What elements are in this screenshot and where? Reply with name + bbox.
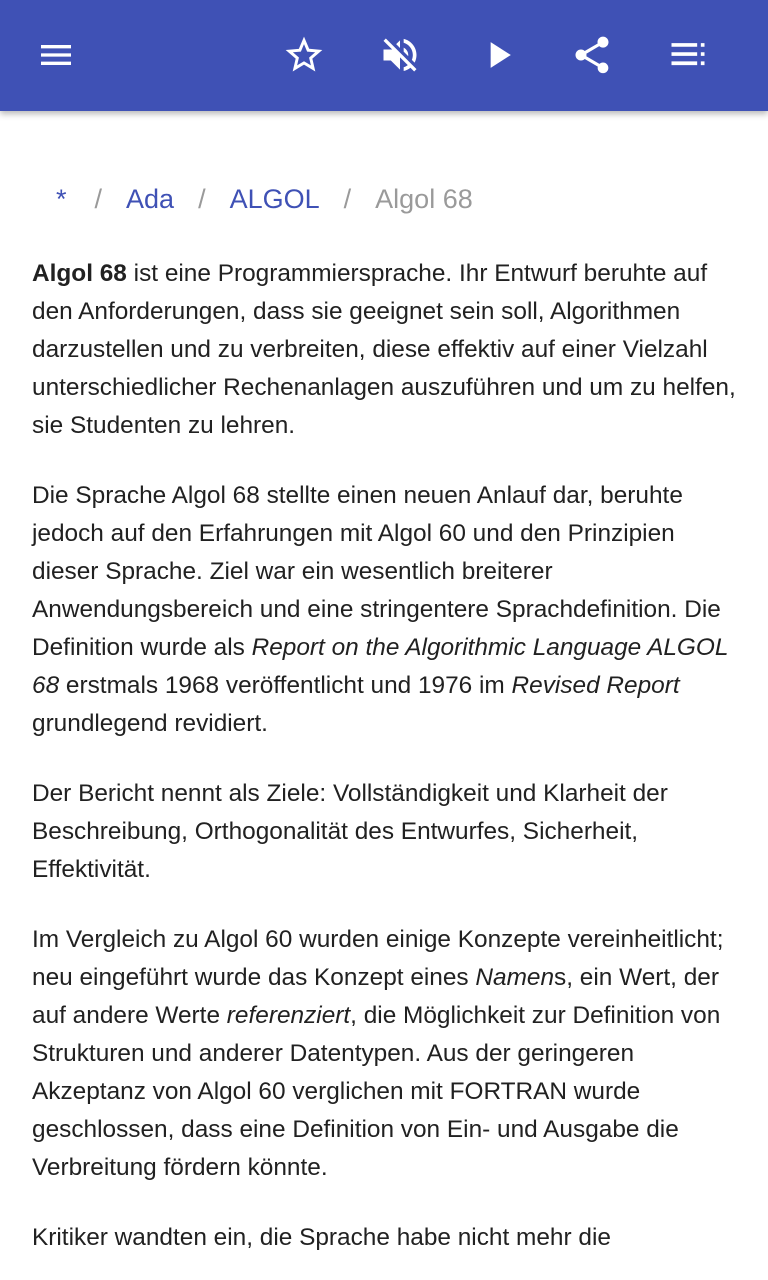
paragraph-text: Im Vergleich zu Algol 60 wurden einige Konzepte vereinheitlicht; neu eingeführt wurde das Konzept eines	[32, 926, 724, 991]
article-content	[0, 111, 768, 1280]
paragraph-intro	[32, 255, 742, 445]
volume-off-icon	[378, 33, 422, 77]
share-button[interactable]	[560, 23, 624, 87]
paragraph-text: erstmals 1968 veröffentlicht und 1976 im	[59, 672, 512, 699]
italic-term-namen: Namen	[475, 964, 555, 991]
play-button[interactable]	[466, 23, 530, 87]
breadcrumb-separator: /	[343, 183, 352, 214]
share-icon	[570, 33, 614, 77]
playlist-icon	[666, 33, 710, 77]
breadcrumb-separator: /	[94, 183, 103, 214]
italic-revised-report: Revised Report	[511, 672, 680, 699]
paragraph-text: ist eine Programmiersprache. Ihr Entwurf beruhte auf den Anforderungen, dass sie geeignet sein soll, Algorithmen darzustellen und zu verbreiten, diese effektiv auf einer Vielzahl unterschiedlicher Rechenanlagen auszuführen und um zu helfen, sie Studenten zu lehren.	[32, 260, 736, 439]
breadcrumb-algol[interactable]: ALGOL	[229, 183, 320, 214]
paragraph-goals: Der Bericht nennt als Ziele: Vollständigkeit und Klarheit der Beschreibung, Orthogonalität des Entwurfes, Sicherheit, Effektivität.	[32, 780, 668, 883]
breadcrumb-current: Algol 68	[375, 183, 473, 214]
menu-button[interactable]	[24, 23, 88, 87]
paragraph-criticism: Kritiker wandten ein, die Sprache habe nicht mehr die	[32, 1224, 611, 1251]
breadcrumb	[32, 179, 473, 219]
article-body	[32, 255, 742, 1280]
italic-report-title: Report on the Algorithmic Language ALGOL 68	[32, 634, 728, 699]
play-icon	[476, 33, 520, 77]
breadcrumb-home[interactable]: *	[56, 183, 67, 214]
hamburger-menu-icon	[36, 35, 76, 75]
paragraph-history	[32, 477, 742, 743]
article-title-term: Algol 68	[32, 260, 127, 287]
paragraph-comparison	[32, 921, 742, 1187]
mute-button[interactable]	[368, 23, 432, 87]
paragraph-text: grundlegend revidiert.	[32, 710, 268, 737]
paragraph-text: s, ein Wert, der auf andere Werte	[32, 964, 719, 1029]
favorite-button[interactable]	[272, 23, 336, 87]
breadcrumb-separator: /	[198, 183, 206, 214]
paragraph-text: , die Möglichkeit zur Definition von Strukturen und anderer Datentypen. Aus der geringeren Akzeptanz von Algol 60 verglichen mit FORTRAN wurde geschlossen, dass eine Definition von Ein- und Ausgabe die Verbreitung fördern könnte.	[32, 1002, 721, 1181]
breadcrumb-ada[interactable]: Ada	[126, 183, 175, 214]
paragraph-text: Die Sprache Algol 68 stellte einen neuen Anlauf dar, beruhte jedoch auf den Erfahrungen mit Algol 60 und den Prinzipien dieser Sprache. Ziel war ein wesentlich breiterer Anwendungsbereich und eine stringentere Sprachdefinition. Die Definition wurde als	[32, 482, 721, 661]
app-toolbar	[0, 0, 768, 111]
star-outline-icon	[282, 33, 326, 77]
italic-term-referenziert: referenziert	[226, 1002, 351, 1029]
playlist-button[interactable]	[656, 23, 720, 87]
